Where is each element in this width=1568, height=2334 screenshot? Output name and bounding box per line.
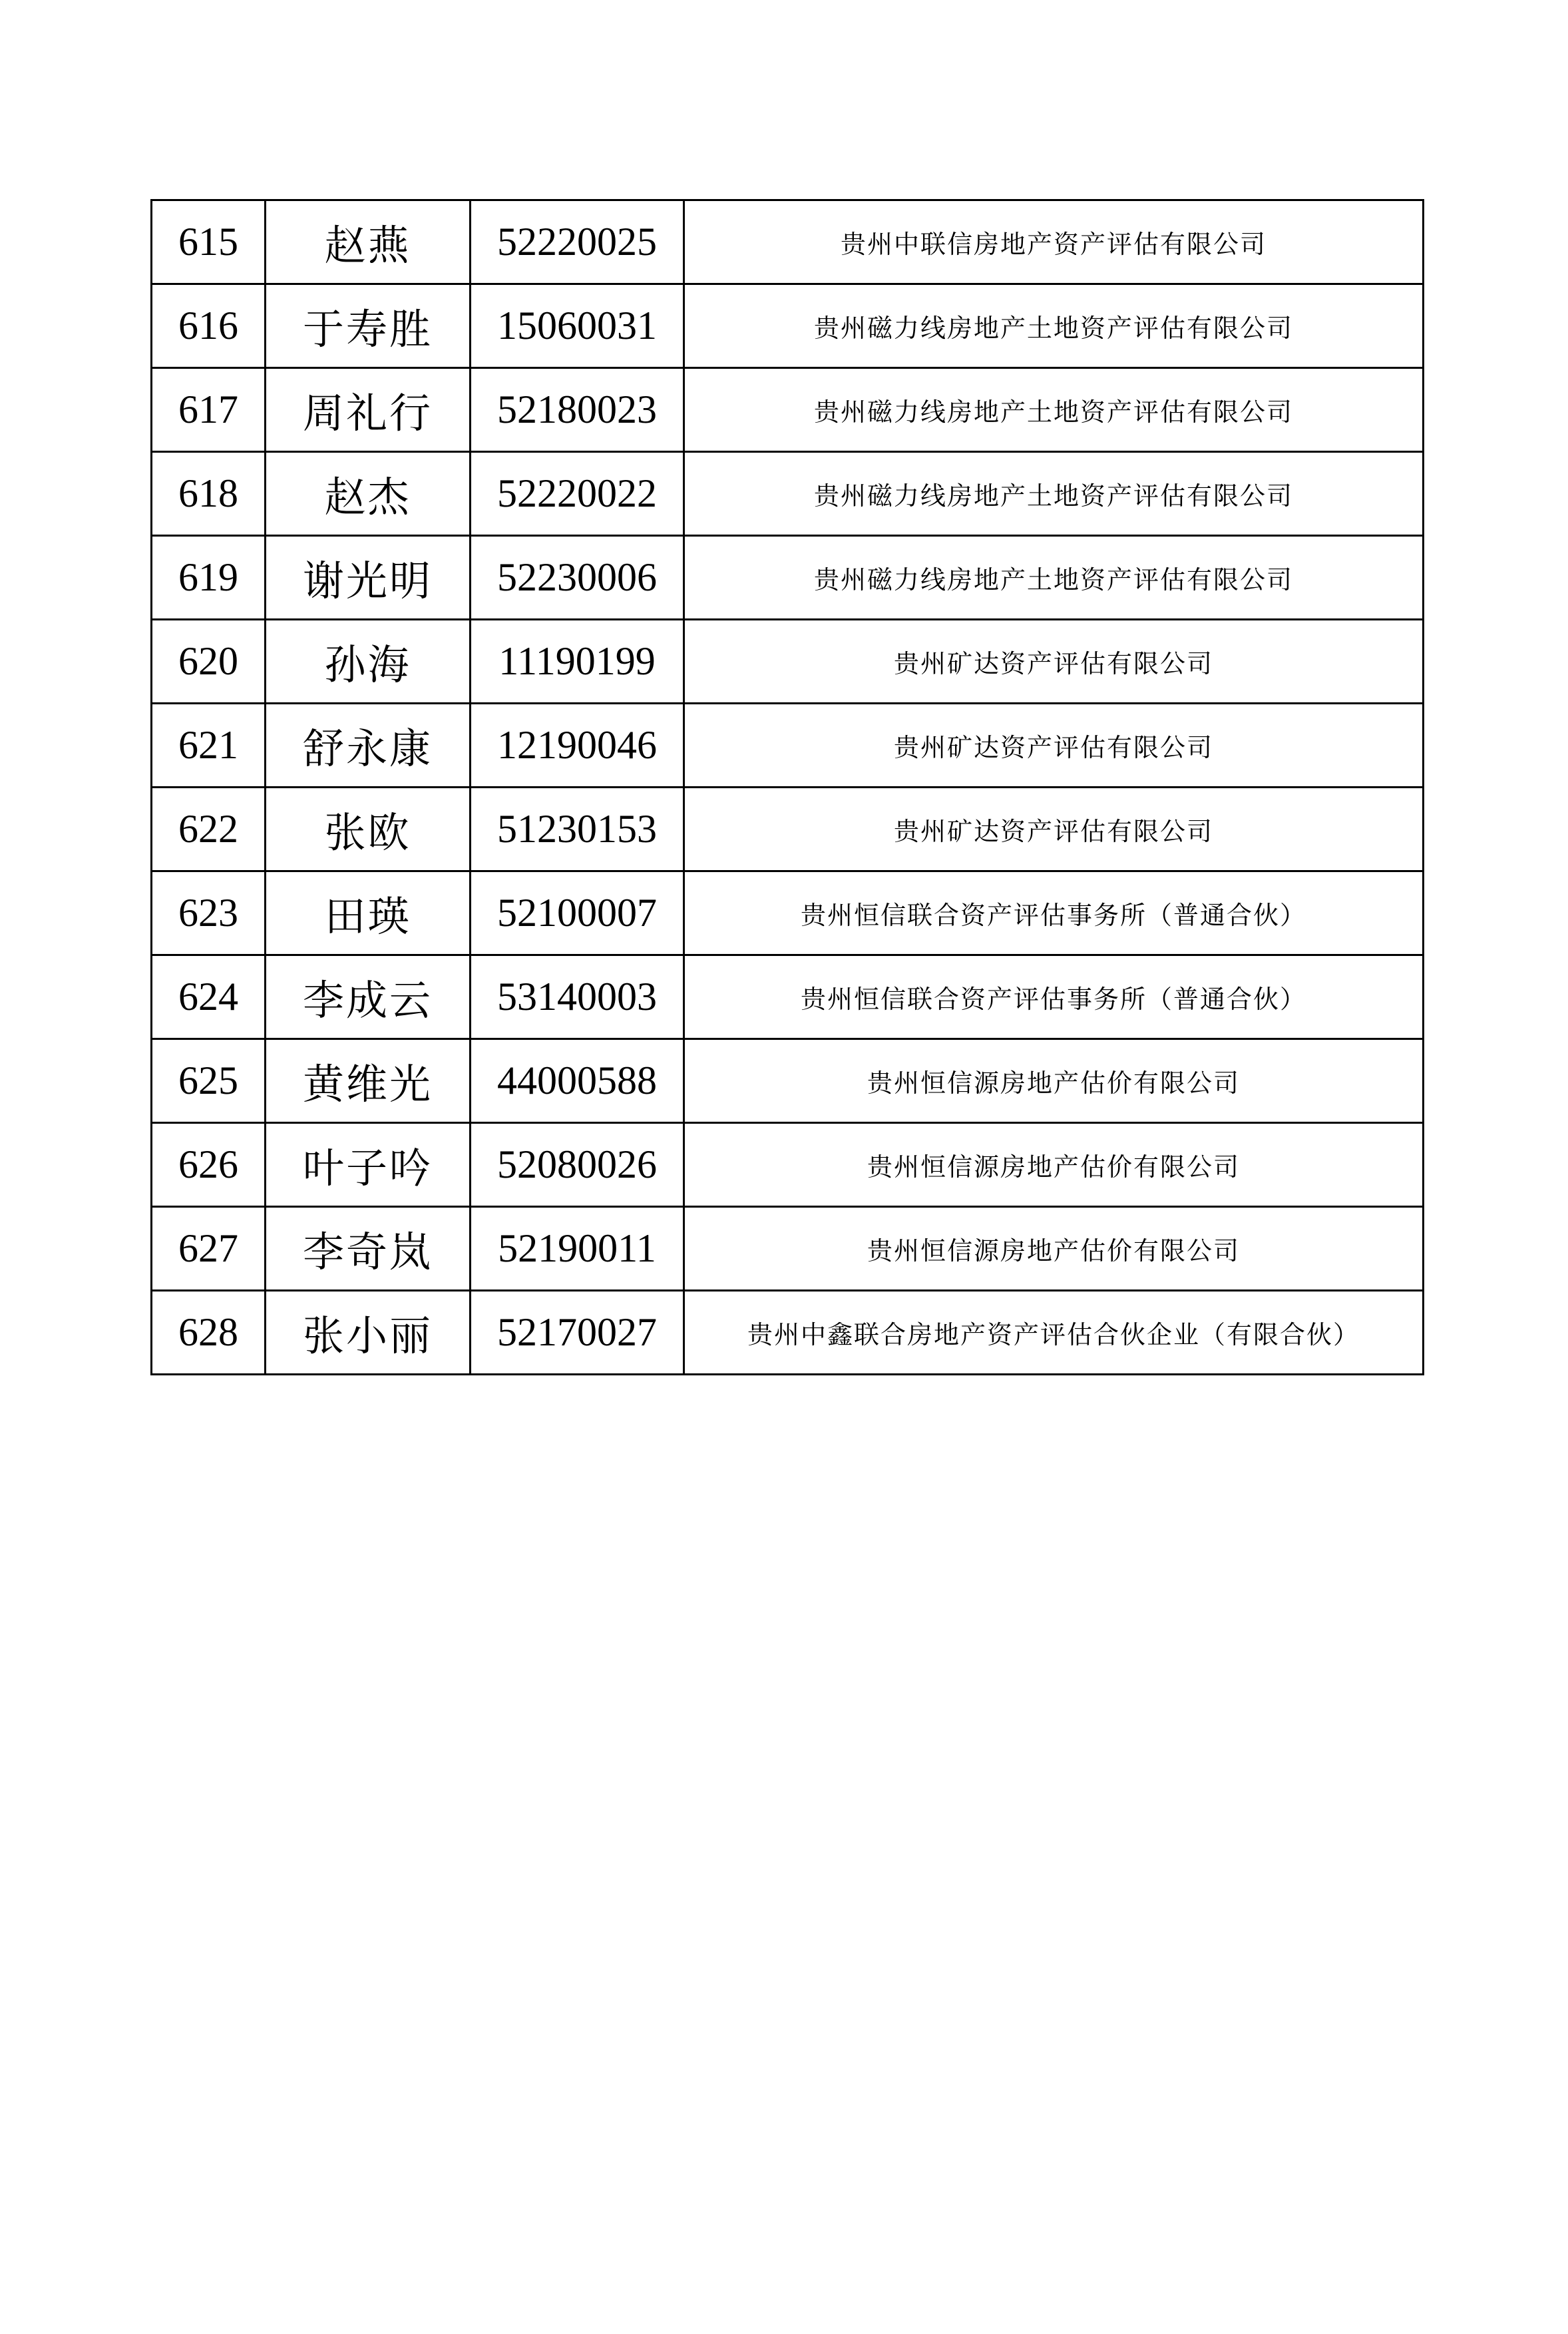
- firm-name: 贵州矿达资产评估有限公司: [684, 620, 1424, 704]
- appraiser-name: 于寿胜: [266, 284, 471, 368]
- row-number: 623: [152, 871, 266, 955]
- registration-code: 52220025: [471, 200, 684, 284]
- registration-code: 52190011: [471, 1207, 684, 1291]
- table-row: [152, 955, 1424, 1039]
- row-number: 622: [152, 788, 266, 871]
- row-number: 618: [152, 452, 266, 536]
- firm-name: 贵州矿达资产评估有限公司: [684, 788, 1424, 871]
- table-row: [152, 620, 1424, 704]
- table-row: [152, 1123, 1424, 1207]
- appraiser-name: 李奇岚: [266, 1207, 471, 1291]
- appraiser-name: 赵燕: [266, 200, 471, 284]
- row-number: 628: [152, 1291, 266, 1375]
- firm-name: 贵州矿达资产评估有限公司: [684, 704, 1424, 788]
- table-row: [152, 1207, 1424, 1291]
- registration-code: 15060031: [471, 284, 684, 368]
- table-row: [152, 704, 1424, 788]
- row-number: 617: [152, 368, 266, 452]
- appraiser-name: 舒永康: [266, 704, 471, 788]
- firm-name: 贵州恒信联合资产评估事务所（普通合伙）: [684, 955, 1424, 1039]
- firm-name: 贵州恒信联合资产评估事务所（普通合伙）: [684, 871, 1424, 955]
- registration-code: 53140003: [471, 955, 684, 1039]
- registration-code: 12190046: [471, 704, 684, 788]
- registration-code: 52230006: [471, 536, 684, 620]
- table-row: [152, 1291, 1424, 1375]
- appraiser-name: 黄维光: [266, 1039, 471, 1123]
- row-number: 625: [152, 1039, 266, 1123]
- appraiser-name: 田瑛: [266, 871, 471, 955]
- appraiser-name: 李成云: [266, 955, 471, 1039]
- table-row: [152, 452, 1424, 536]
- registry-table: [150, 199, 1424, 1375]
- row-number: 616: [152, 284, 266, 368]
- appraiser-name: 赵杰: [266, 452, 471, 536]
- table-row: [152, 200, 1424, 284]
- firm-name: 贵州磁力线房地产土地资产评估有限公司: [684, 368, 1424, 452]
- registration-code: 52220022: [471, 452, 684, 536]
- row-number: 621: [152, 704, 266, 788]
- table-row: [152, 368, 1424, 452]
- table-row: [152, 284, 1424, 368]
- appraiser-name: 孙海: [266, 620, 471, 704]
- firm-name: 贵州恒信源房地产估价有限公司: [684, 1207, 1424, 1291]
- table-row: [152, 536, 1424, 620]
- row-number: 627: [152, 1207, 266, 1291]
- appraiser-name: 张欧: [266, 788, 471, 871]
- firm-name: 贵州磁力线房地产土地资产评估有限公司: [684, 284, 1424, 368]
- row-number: 620: [152, 620, 266, 704]
- appraiser-name: 周礼行: [266, 368, 471, 452]
- appraiser-name: 张小丽: [266, 1291, 471, 1375]
- registration-code: 52180023: [471, 368, 684, 452]
- firm-name: 贵州恒信源房地产估价有限公司: [684, 1123, 1424, 1207]
- registration-code: 52080026: [471, 1123, 684, 1207]
- registration-code: 51230153: [471, 788, 684, 871]
- row-number: 624: [152, 955, 266, 1039]
- registration-code: 11190199: [471, 620, 684, 704]
- row-number: 626: [152, 1123, 266, 1207]
- firm-name: 贵州恒信源房地产估价有限公司: [684, 1039, 1424, 1123]
- firm-name: 贵州中鑫联合房地产资产评估合伙企业（有限合伙）: [684, 1291, 1424, 1375]
- row-number: 615: [152, 200, 266, 284]
- firm-name: 贵州磁力线房地产土地资产评估有限公司: [684, 452, 1424, 536]
- registration-code: 52100007: [471, 871, 684, 955]
- registration-code: 44000588: [471, 1039, 684, 1123]
- table-row: [152, 788, 1424, 871]
- table-row: [152, 1039, 1424, 1123]
- firm-name: 贵州中联信房地产资产评估有限公司: [684, 200, 1424, 284]
- registration-code: 52170027: [471, 1291, 684, 1375]
- appraiser-name: 叶子吟: [266, 1123, 471, 1207]
- table-row: [152, 871, 1424, 955]
- firm-name: 贵州磁力线房地产土地资产评估有限公司: [684, 536, 1424, 620]
- appraiser-name: 谢光明: [266, 536, 471, 620]
- row-number: 619: [152, 536, 266, 620]
